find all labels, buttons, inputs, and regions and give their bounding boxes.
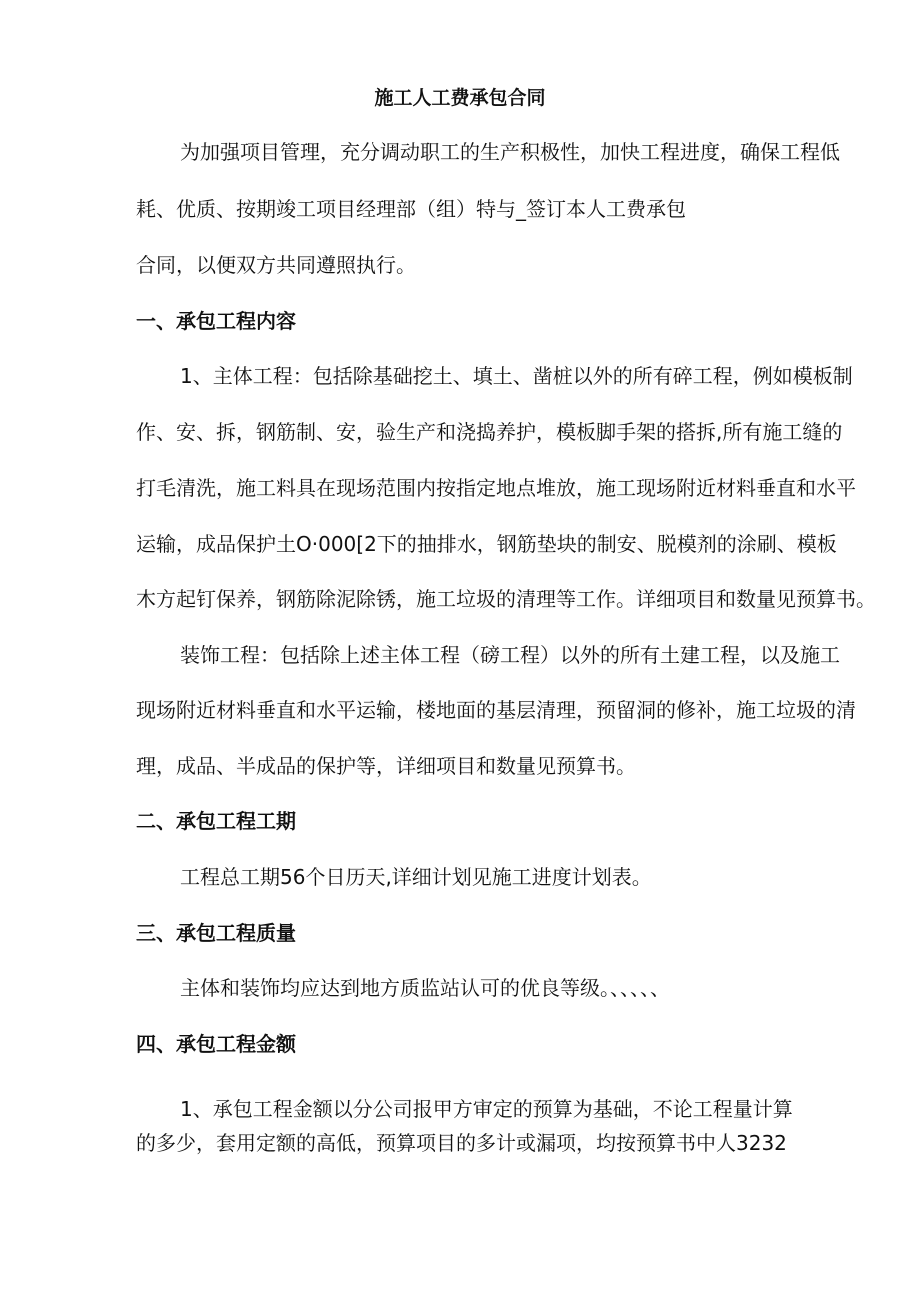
section-4-para-1-line-1: 1、承包工程金额以分公司报甲方审定的预算为基础，不论工程量计算	[180, 1097, 793, 1121]
section-2-heading: 二、承包工程工期	[136, 809, 296, 833]
section-3-heading: 三、承包工程质量	[136, 921, 296, 945]
intro-line-3: 合同，以便双方共同遵照执行。	[136, 253, 416, 277]
section-4-para-1-line-2: 的多少，套用定额的高低，预算项目的多计或漏项，均按预算书中人3232	[136, 1131, 787, 1155]
intro-line-2: 耗、优质、按期竣工项目经理部（组）特与_签订本人工费承包	[136, 197, 686, 221]
section-2-text: 工程总工期56个日历天,详细计划见施工进度计划表。	[180, 865, 652, 889]
section-1-para-1-line-3: 打毛清洗，施工料具在现场范围内按指定地点堆放，施工现场附近材料垂直和水平	[136, 476, 856, 500]
section-1-para-1-line-2: 作、安、拆，钢筋制、安，验生产和浇捣养护，模板脚手架的搭拆,所有施工缝的	[136, 420, 843, 444]
section-1-para-1-line-4: 运输，成品保护土O·000[2下的抽排水，钢筋垫块的制安、脱模剂的涂刷、模板	[136, 532, 837, 556]
section-1-para-1-line-5: 木方起钉保养，钢筋除泥除锈，施工垃圾的清理等工作。详细项目和数量见预算书。	[136, 587, 876, 611]
section-1-para-2-line-2: 现场附近材料垂直和水平运输，楼地面的基层清理，预留洞的修补，施工垃圾的清	[136, 698, 856, 722]
section-1-para-2-line-3: 理，成品、半成品的保护等，详细项目和数量见预算书。	[136, 754, 636, 778]
section-3-text: 主体和装饰均应达到地方质监站认可的优良等级。、、、、、	[180, 976, 670, 1000]
section-1-heading: 一、承包工程内容	[136, 309, 296, 333]
intro-line-1: 为加强项目管理，充分调动职工的生产积极性，加快工程进度，确保工程低	[180, 140, 840, 164]
document-title: 施工人工费承包合同	[374, 87, 546, 109]
section-1-para-2-line-1: 装饰工程：包括除上述主体工程（磅工程）以外的所有土建工程，以及施工	[180, 643, 840, 667]
section-4-heading: 四、承包工程金额	[136, 1032, 296, 1056]
section-1-para-1-line-1: 1、主体工程：包括除基础挖土、填土、凿桩以外的所有碎工程，例如模板制	[180, 364, 853, 388]
